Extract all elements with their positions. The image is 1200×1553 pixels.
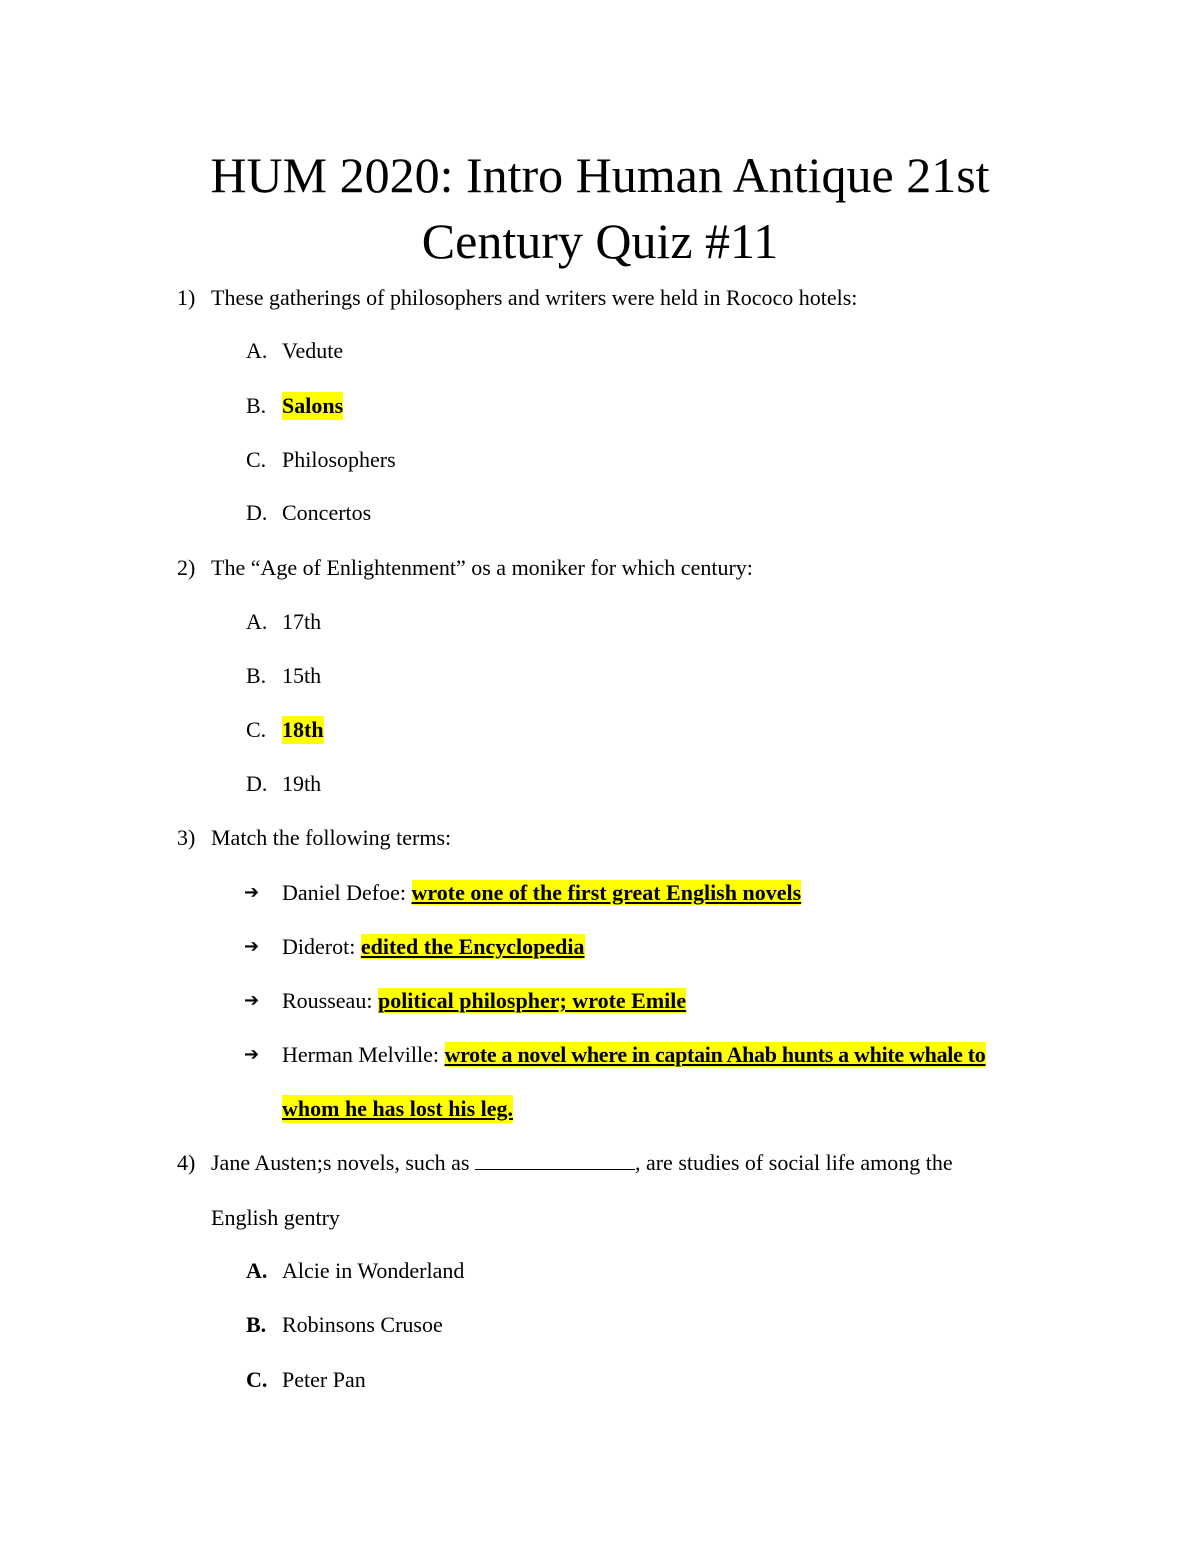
question-text: Match the following terms: [211,825,452,850]
title-line-1: HUM 2020: Intro Human Antique 21st [210,147,990,203]
match-line [282,1041,986,1069]
match-term: Diderot: [282,934,361,959]
question-number: 3) [177,825,196,850]
option-text: Vedute [282,338,344,363]
fill-in-blank [475,1149,635,1170]
quiz-title [0,142,1200,274]
question-text-continued: English gentry [211,1205,340,1230]
arrow-bullet-icon: ➔ [244,990,260,1011]
question-number: 2) [177,555,196,580]
match-term: Rousseau: [282,988,378,1013]
question-text-before: Jane Austen;s novels, such as [211,1150,475,1175]
match-answer: edited the Encyclopedia [360,934,585,959]
option-text: Peter Pan [282,1367,366,1392]
correct-answer: 18th [282,717,324,742]
option-text: Alcie in Wonderland [282,1258,465,1283]
option-letter: B. [246,1312,267,1337]
arrow-bullet-icon: ➔ [244,1044,260,1065]
match-term: Daniel Defoe: [282,880,412,905]
correct-answer: Salons [282,393,344,418]
option-text: Philosophers [282,447,396,472]
match-line [282,933,585,961]
option-letter: A. [246,1258,268,1283]
option-letter: B. [246,663,267,688]
question-text: These gatherings of philosophers and writers were held in Rococo hotels: [211,285,858,310]
option-text: 15th [282,663,322,688]
option-text: 17th [282,609,322,634]
match-line [282,987,686,1015]
question-text: The “Age of Enlightenment” os a moniker for which century: [211,555,753,580]
match-answer-continued: whom he has lost his leg. [282,1096,514,1121]
title-line-2: Century Quiz #11 [421,213,779,269]
option-letter: B. [246,393,267,418]
option-text: Concertos [282,500,372,525]
option-text: Robinsons Crusoe [282,1312,443,1337]
question-text [211,1149,953,1177]
question-number: 1) [177,285,196,310]
option-letter: C. [246,1367,268,1392]
match-answer: wrote one of the first great English novels [411,880,802,905]
option-letter: A. [246,609,268,634]
option-letter: C. [246,447,267,472]
match-line [282,879,801,907]
question-text-after: , are studies of social life among the [634,1150,953,1175]
option-letter: D. [246,771,268,796]
question-number: 4) [177,1150,196,1175]
option-letter: D. [246,500,268,525]
option-text: 19th [282,771,322,796]
match-answer: political philospher; wrote Emile [377,988,687,1013]
match-term: Herman Melville: [282,1042,445,1067]
option-letter: C. [246,717,267,742]
arrow-bullet-icon: ➔ [244,936,260,957]
arrow-bullet-icon: ➔ [244,882,260,903]
match-answer: wrote a novel where in captain Ahab hunts a white whale to [444,1042,986,1067]
option-letter: A. [246,338,268,363]
